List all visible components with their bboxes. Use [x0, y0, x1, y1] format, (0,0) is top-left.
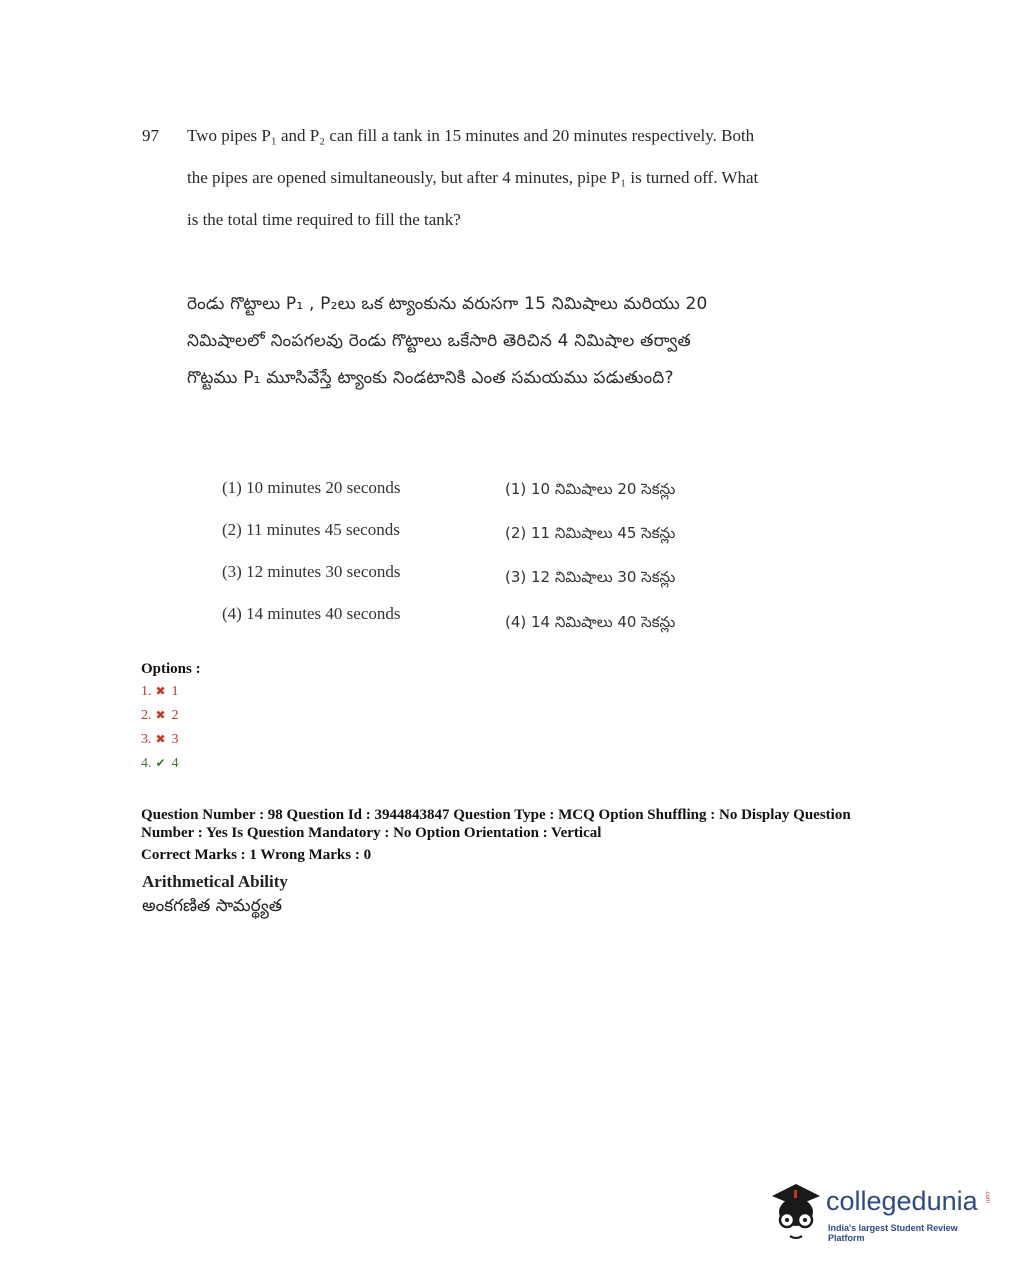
option-index: 1. — [141, 684, 152, 699]
question-text-line-3: is the total time required to fill the tank? — [187, 210, 461, 229]
meta-line-3: Correct Marks : 1 Wrong Marks : 0 — [141, 847, 372, 863]
question-telugu-line-3: గొట్టము P₁ మూసివేస్తే ట్యాంకు నిండటానికి ఎంత సమయము పడుతుంది? — [187, 368, 674, 388]
choice-te-3: (3) 12 నిమిషాలు 30 సెకన్లు — [505, 568, 676, 586]
logo-wordmark: collegedunia — [826, 1186, 978, 1216]
cross-icon: ✖ — [155, 708, 166, 722]
option-value: 3 — [171, 732, 179, 747]
option-index: 3. — [141, 732, 152, 747]
question-text-line-2: the pipes are opened simultaneously, but after 4 minutes, pipe P₁ is turned off. What — [187, 168, 759, 187]
meta-line-2: Number : Yes Is Question Mandatory : No Option Orientation : Vertical — [141, 825, 602, 841]
choice-en-3: (3) 12 minutes 30 seconds — [222, 562, 401, 581]
logo-suffix: .com — [984, 1190, 990, 1204]
choice-en-2: (2) 11 minutes 45 seconds — [222, 520, 400, 539]
question-number: 97 — [142, 126, 159, 145]
choice-en-1: (1) 10 minutes 20 seconds — [222, 478, 401, 497]
mascot-icon — [766, 1178, 824, 1246]
choice-te-2: (2) 11 నిమిషాలు 45 సెకన్లు — [505, 524, 676, 542]
choice-en-4: (4) 14 minutes 40 seconds — [222, 604, 401, 623]
option-row-1 — [141, 684, 179, 700]
options-heading: Options : — [141, 661, 201, 677]
collegedunia-logo — [766, 1178, 996, 1248]
meta-line-1: Question Number : 98 Question Id : 3944843847 Question Type : MCQ Option Shuffling : No Display Question — [141, 807, 851, 823]
cross-icon: ✖ — [155, 732, 166, 746]
choice-te-1: (1) 10 నిమిషాలు 20 సెకన్లు — [505, 480, 676, 498]
option-value: 1 — [171, 684, 179, 699]
option-index: 4. — [141, 756, 152, 771]
option-index: 2. — [141, 708, 152, 723]
question-telugu-line-1: రెండు గొట్టాలు P₁ , P₂లు ఒక ట్యాంకును వరుసగా 15 నిమిషాలు మరియు 20 — [187, 294, 708, 314]
option-row-4 — [141, 756, 179, 772]
option-row-3 — [141, 732, 179, 748]
question-text-line-1: Two pipes P₁ and P₂ can fill a tank in 15 minutes and 20 minutes respectively. Both — [187, 126, 755, 145]
section-title-telugu: అంకగణిత సామర్థ్యత — [142, 896, 282, 916]
cross-icon: ✖ — [155, 684, 166, 698]
choice-te-4: (4) 14 నిమిషాలు 40 సెకన్లు — [505, 613, 676, 631]
question-telugu-line-2: నిమిషాలలో నింపగలవు రెండు గొట్టాలు ఒకేసారి తెరిచిన 4 నిమిషాల తర్వాత — [187, 331, 691, 351]
option-value: 2 — [171, 708, 179, 723]
check-icon: ✔ — [155, 756, 166, 770]
option-row-2 — [141, 708, 179, 724]
section-title-english: Arithmetical Ability — [142, 872, 288, 891]
option-value: 4 — [171, 756, 179, 771]
logo-tagline: India's largest Student Review Platform — [828, 1223, 958, 1243]
